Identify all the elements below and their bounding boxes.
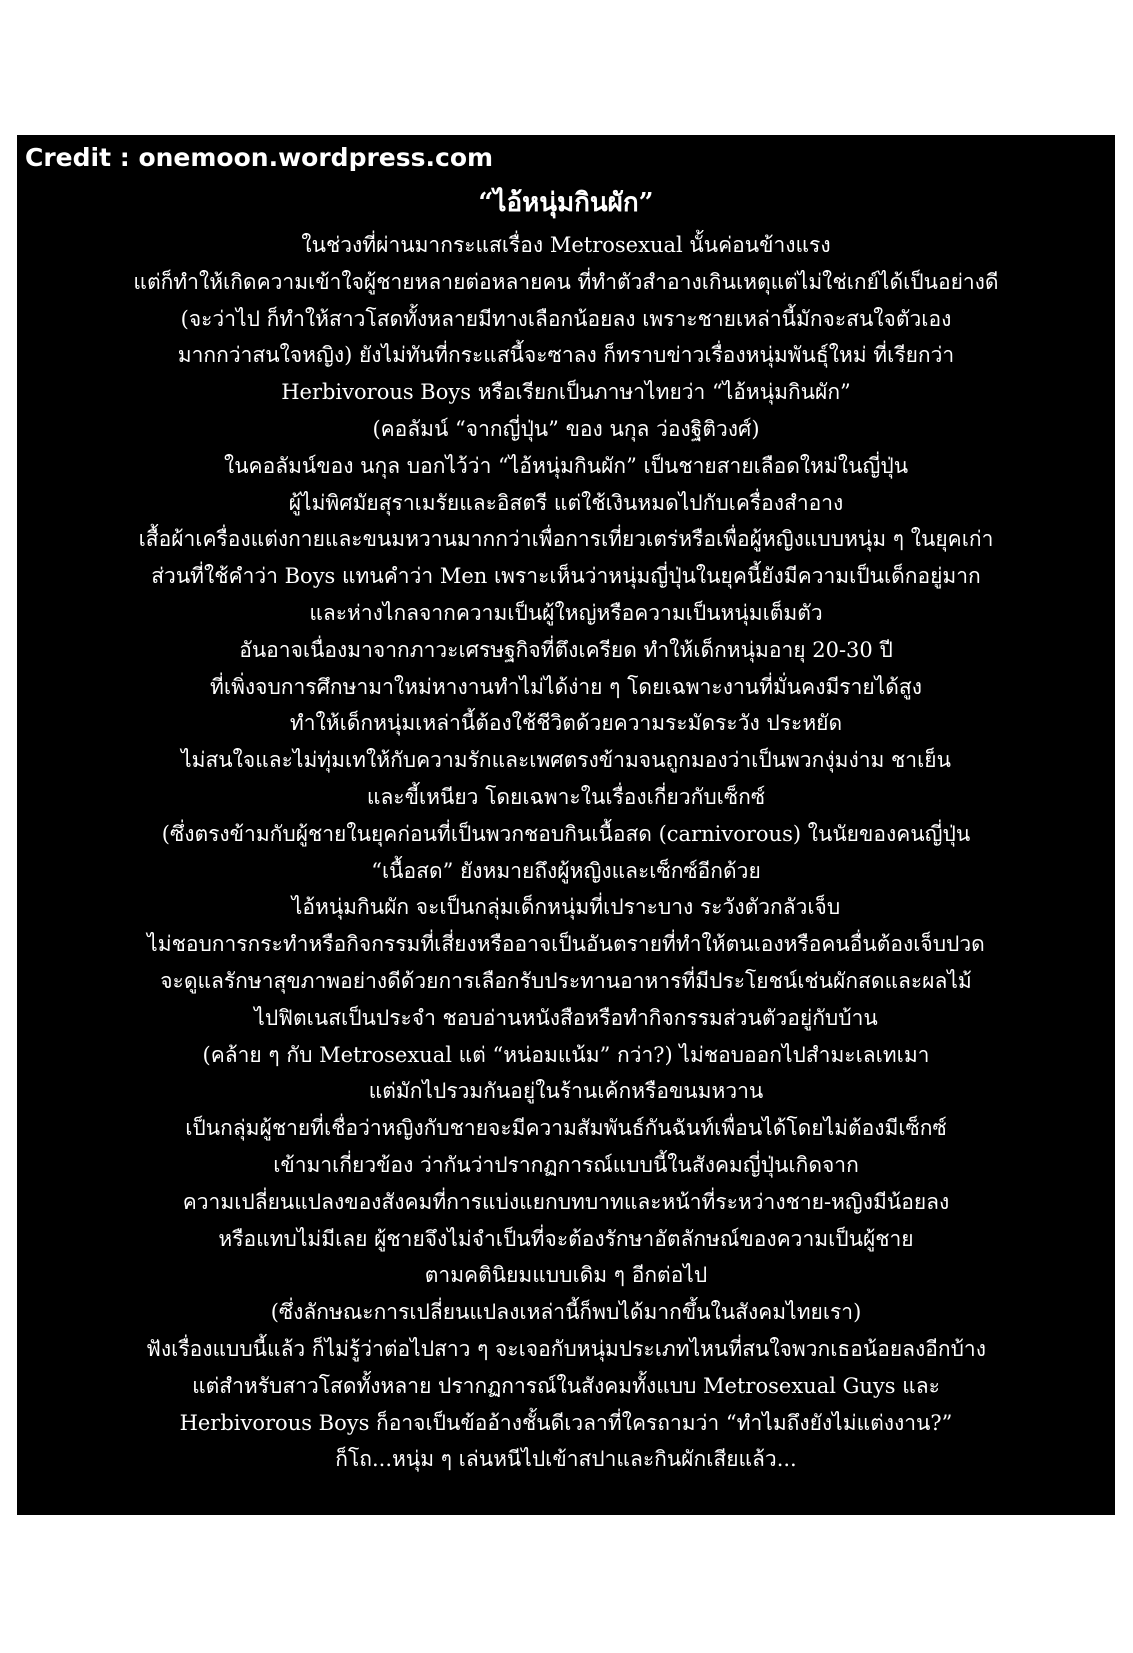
article-line: ทำให้เด็กหนุ่มเหล่านี้ต้องใช้ชีวิตด้วยความระมัดระวัง ประหยัด bbox=[289, 711, 843, 736]
article-line: แต่ก็ทำให้เกิดความเข้าใจผู้ชายหลายต่อหลายคน ที่ทำตัวสำอางเกินเหตุแต่ไม่ใช่เกย์ได้เป็นอย่างดี bbox=[133, 269, 999, 294]
article-line: (คล้าย ๆ กับ Metrosexual แต่ “หน่อมแน้ม” กว่า?) ไม่ชอบออกไปสำมะเลเทเมา bbox=[202, 1042, 930, 1067]
article-line: Herbivorous Boys หรือเรียกเป็นภาษาไทยว่า “ไอ้หนุ่มกินผัก” bbox=[281, 380, 851, 405]
article-line: ก็โถ...หนุ่ม ๆ เล่นหนีไปเข้าสปาและกินผักเสียแล้ว... bbox=[335, 1447, 797, 1472]
article-line: ตามคตินิยมแบบเดิม ๆ อีกต่อไป bbox=[424, 1263, 708, 1288]
article-line: หรือแทบไม่มีเลย ผู้ชายจึงไม่จำเป็นที่จะต้องรักษาอัตลักษณ์ของความเป็นผู้ชาย bbox=[218, 1226, 914, 1251]
article-title: “ไอ้หนุ่มกินผัก” bbox=[478, 188, 654, 218]
article-line: และห่างไกลจากความเป็นผู้ใหญ่หรือความเป็นหนุ่มเต็มตัว bbox=[309, 600, 823, 625]
article-line: (จะว่าไป ก็ทำให้สาวโสดทั้งหลายมีทางเลือกน้อยลง เพราะชายเหล่านี้มักจะสนใจตัวเอง bbox=[180, 306, 952, 331]
article-line: “เนื้อสด” ยังหมายถึงผู้หญิงและเซ็กซ์อีกด้วย bbox=[371, 858, 761, 883]
article-line: ไม่สนใจและไม่ทุ่มเทให้กับความรักและเพศตรงข้ามจนถูกมองว่าเป็นพวกงุ่มง่าม ชาเย็น bbox=[181, 748, 951, 773]
article-line: อันอาจเนื่องมาจากภาวะเศรษฐกิจที่ตึงเครียด ทำให้เด็กหนุ่มอายุ 20-30 ปี bbox=[239, 637, 893, 662]
article-line: ผู้ไม่พิศมัยสุราเมรัยและอิสตรี แต่ใช้เงินหมดไปกับเครื่องสำอาง bbox=[288, 490, 844, 515]
article-line: (ซึ่งลักษณะการเปลี่ยนแปลงเหล่านี้ก็พบได้มากขึ้นในสังคมไทยเรา) bbox=[270, 1300, 862, 1325]
article-line: Herbivorous Boys ก็อาจเป็นข้ออ้างชั้นดีเวลาที่ใครถามว่า “ทำไมถึงยังไม่แต่งงาน?” bbox=[179, 1410, 953, 1435]
article-line: ในช่วงที่ผ่านมากระแสเรื่อง Metrosexual นั้นค่อนข้างแรง bbox=[301, 233, 831, 257]
article-line: ส่วนที่ใช้คำว่า Boys แทนคำว่า Men เพราะเห็นว่าหนุ่มญี่ปุ่นในยุคนี้ยังมีความเป็นเด็กอยู่มาก bbox=[151, 564, 981, 589]
article-line: ไอ้หนุ่มกินผัก จะเป็นกลุ่มเด็กหนุ่มที่เปราะบาง ระวังตัวกลัวเจ็บ bbox=[291, 895, 841, 920]
article-line: ไม่ชอบการกระทำหรือกิจกรรมที่เสี่ยงหรืออาจเป็นอันตรายที่ทำให้ตนเองหรือคนอื่นต้องเจ็บปวด bbox=[147, 932, 985, 957]
article-line: จะดูแลรักษาสุขภาพอย่างดีด้วยการเลือกรับประทานอาหารที่มีประโยชน์เช่นผักสดและผลไม้ bbox=[160, 968, 972, 993]
article-line: เสื้อผ้าเครื่องแต่งกายและขนมหวานมากกว่าเพื่อการเที่ยวเตร่หรือเพื่อผู้หญิงแบบหนุ่ม ๆ ในยุคเก่า bbox=[138, 527, 994, 552]
article-line: เข้ามาเกี่ยวข้อง ว่ากันว่าปรากฏการณ์แบบนี้ในสังคมญี่ปุ่นเกิดจาก bbox=[273, 1152, 859, 1177]
article-line: ฟังเรื่องแบบนี้แล้ว ก็ไม่รู้ว่าต่อไปสาว ๆ จะเจอกับหนุ่มประเภทไหนที่สนใจพวกเธอน้อยลงอีกบ้าง bbox=[146, 1336, 986, 1361]
article-line: ในคอลัมน์ของ นกุล บอกไว้ว่า “ไอ้หนุ่มกินผัก” เป็นชายสายเลือดใหม่ในญี่ปุ่น bbox=[223, 453, 909, 478]
article-line: ที่เพิ่งจบการศึกษามาใหม่หางานทำไม่ได้ง่าย ๆ โดยเฉพาะงานที่มั่นคงมีรายได้สูง bbox=[210, 674, 922, 699]
article-line: และขี้เหนียว โดยเฉพาะในเรื่องเกี่ยวกับเซ็กซ์ bbox=[366, 784, 766, 809]
article-body bbox=[17, 227, 1115, 1478]
article-line: มากกว่าสนใจหญิง) ยังไม่ทันที่กระแสนี้จะซาลง ก็ทราบข่าวเรื่องหนุ่มพันธุ์ใหม่ ที่เรียกว่า bbox=[177, 343, 955, 368]
article-line: เป็นกลุ่มผู้ชายที่เชื่อว่าหญิงกับชายจะมีความสัมพันธ์กันฉันท์เพื่อนได้โดยไม่ต้องมีเซ็กซ์ bbox=[185, 1116, 947, 1141]
article-line: (คอลัมน์ “จากญี่ปุ่น” ของ นกุล ว่องฐิติวงศ์) bbox=[372, 416, 760, 441]
article-line: (ซึ่งตรงข้ามกับผู้ชายในยุคก่อนที่เป็นพวกชอบกินเนื้อสด (carnivorous) ในนัยของคนญี่ปุ่น bbox=[161, 821, 971, 846]
article-panel bbox=[17, 135, 1115, 1515]
article-line: แต่สำหรับสาวโสดทั้งหลาย ปรากฏการณ์ในสังคมทั้งแบบ Metrosexual Guys และ bbox=[192, 1373, 940, 1398]
article-line: ความเปลี่ยนแปลงของสังคมที่การแบ่งแยกบทบาทและหน้าที่ระหว่างชาย-หญิงมีน้อยลง bbox=[182, 1189, 950, 1214]
article-line: แต่มักไปรวมกันอยู่ในร้านเค้กหรือขนมหวาน bbox=[368, 1079, 764, 1104]
credit-text: Credit : onemoon.wordpress.com bbox=[25, 143, 494, 172]
article-line: ไปฟิตเนสเป็นประจำ ชอบอ่านหนังสือหรือทำกิจกรรมส่วนตัวอยู่กับบ้าน bbox=[254, 1005, 878, 1030]
